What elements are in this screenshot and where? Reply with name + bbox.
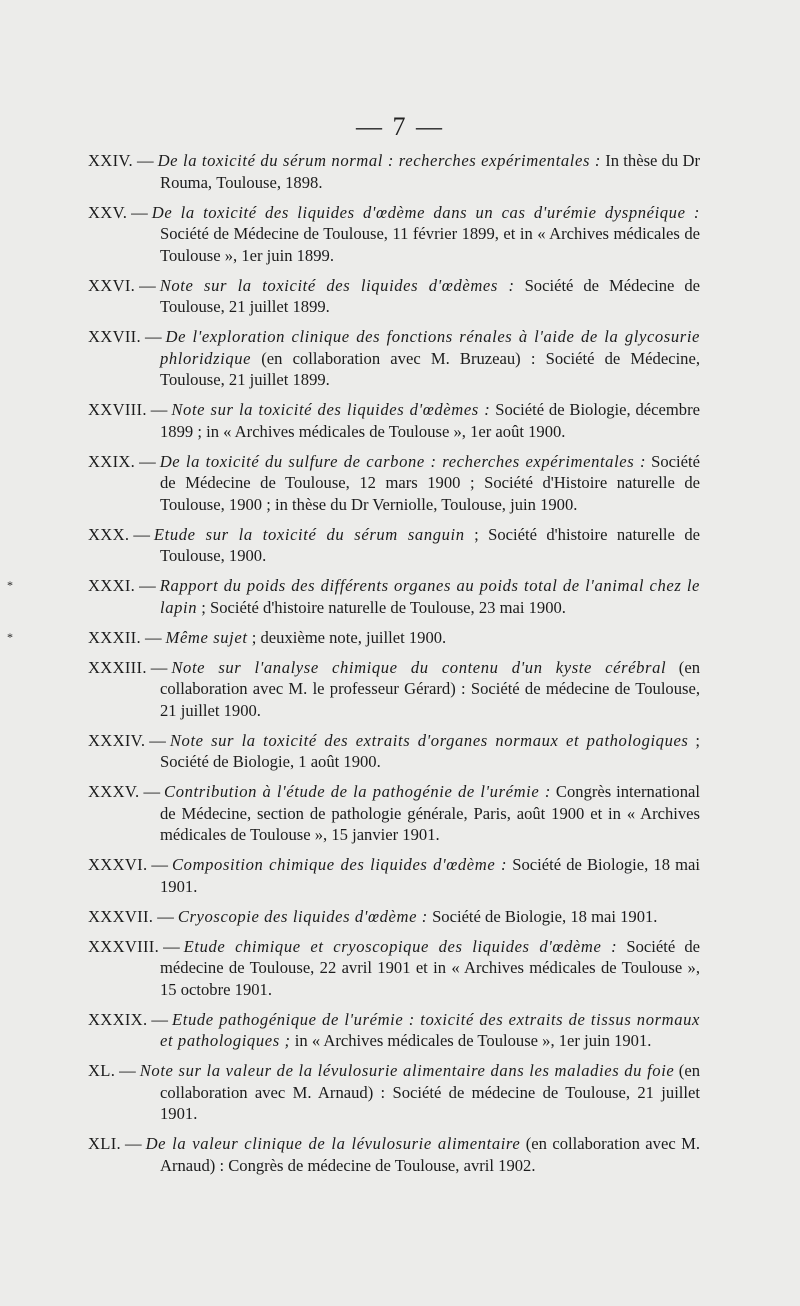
entry-number-wrap bbox=[88, 203, 127, 222]
bibliography-entry bbox=[7, 575, 700, 618]
bibliography-entry bbox=[88, 781, 700, 846]
entry-number-wrap bbox=[88, 151, 133, 170]
entry-title: De la toxicité du sérum normal : recherches expérimentales : bbox=[157, 151, 601, 170]
entry-dash: — bbox=[163, 936, 180, 956]
entry-dash: — bbox=[150, 657, 168, 677]
entry-dash: — bbox=[157, 906, 174, 926]
entry-number-wrap bbox=[88, 658, 147, 677]
entry-number: XL. bbox=[88, 1061, 116, 1080]
entry-title: Etude sur la toxicité du sérum sanguin bbox=[153, 524, 465, 544]
entry-number-wrap: * XXXI. bbox=[7, 576, 136, 595]
entry-details: Société de Biologie, 18 mai 1901. bbox=[160, 855, 700, 896]
entry-title: Note sur la toxicité des extraits d'organes normaux et pathologiques bbox=[169, 730, 689, 750]
bibliography-entry bbox=[88, 936, 700, 1001]
entry-dash: — bbox=[151, 855, 169, 874]
entry-title: Même sujet bbox=[165, 627, 248, 647]
bibliography-entry bbox=[88, 150, 700, 193]
bibliography-entry bbox=[88, 275, 700, 318]
entry-number-wrap: * XXXII. bbox=[7, 627, 141, 647]
entry-number: XXXI. bbox=[88, 576, 136, 595]
entry-dash: — bbox=[143, 782, 161, 801]
entry-title: Rapport du poids des différents organes au poids total de l'animal chez le lapin bbox=[159, 576, 700, 617]
entry-number-wrap bbox=[88, 1061, 115, 1080]
bibliography-entry bbox=[88, 326, 700, 391]
entry-number: XXVI. bbox=[88, 275, 136, 295]
entry-number-wrap bbox=[88, 400, 147, 419]
entry-details: Congrès international de Médecine, section de pathologie générale, Paris, août 1900 et in « Archives médicales de Toulouse », 15 janvier 1901. bbox=[160, 782, 700, 844]
entry-number-wrap bbox=[88, 855, 147, 874]
bibliography-list bbox=[7, 150, 701, 1185]
entry-title: De la toxicité des liquides d'œdème dans un cas d'urémie dyspnéique : bbox=[151, 202, 700, 222]
bibliography-entry bbox=[88, 657, 700, 722]
entry-details: ; Société de Biologie, 1 août 1900. bbox=[160, 730, 700, 771]
entry-details: Société de Biologie, 18 mai 1901. bbox=[427, 906, 658, 926]
entry-details: Société de Médecine de Toulouse, 21 juillet 1899. bbox=[160, 275, 700, 316]
entry-number: XXV. bbox=[88, 202, 128, 222]
entry-dash: — bbox=[139, 275, 156, 295]
page-number: — 7 — bbox=[356, 112, 444, 141]
bibliography-entry bbox=[88, 1009, 700, 1052]
entry-number: XXXV. bbox=[88, 782, 140, 801]
entry-dash: — bbox=[133, 524, 150, 544]
entry-details: (en collaboration avec M. Arnaud) : Congrès de médecine de Toulouse, avril 1902. bbox=[160, 1134, 701, 1175]
bibliography-entry bbox=[88, 854, 700, 897]
bibliography-entry bbox=[88, 451, 700, 516]
entry-number-wrap bbox=[88, 1134, 121, 1153]
entry-number-wrap bbox=[88, 937, 159, 956]
entry-number: XLI. bbox=[88, 1134, 121, 1153]
entry-title: Note sur la toxicité des liquides d'œdèmes : bbox=[171, 400, 491, 419]
entry-details: ; Société d'histoire naturelle de Toulouse, 23 mai 1900. bbox=[197, 597, 566, 617]
entry-title: De la toxicité du sulfure de carbone : recherches expérimentales : bbox=[159, 451, 647, 471]
bibliography-entry bbox=[88, 906, 700, 928]
entry-number: XXXVII. bbox=[88, 906, 154, 926]
entry-dash: — bbox=[150, 400, 168, 419]
entry-dash: — bbox=[119, 1061, 136, 1080]
entry-details: Société de Médecine de Toulouse, 11 février 1899, et in « Archives médicales de Toulouse », 1er juin 1899. bbox=[160, 224, 700, 265]
entry-details: in « Archives médicales de Toulouse », 1er juin 1901. bbox=[290, 1031, 652, 1050]
entry-number: XXXIX. bbox=[88, 1009, 148, 1029]
bibliography-entry bbox=[88, 202, 700, 267]
entry-details: Société de médecine de Toulouse, 22 avril 1901 et in « Archives médicales de Toulouse », 15 octobre 1901. bbox=[160, 936, 700, 999]
entry-title: De l'exploration clinique des fonctions rénales à l'aide de la glycosurie phloridzique bbox=[160, 327, 700, 368]
entry-number-wrap bbox=[88, 1010, 147, 1029]
entry-details: (en collaboration avec M. Arnaud) : Société de médecine de Toulouse, 21 juillet 1901. bbox=[160, 1061, 700, 1123]
entry-details: ; deuxième note, juillet 1900. bbox=[247, 627, 447, 647]
entry-details: In thèse du Dr Roumа, Toulouse, 1898. bbox=[160, 151, 700, 192]
entry-number: XXX. bbox=[88, 524, 130, 544]
entry-number: XXXVIII. bbox=[88, 936, 160, 956]
entry-dash: — bbox=[149, 730, 166, 750]
entry-title: De la valeur clinique de la lévulosurie alimentaire bbox=[145, 1134, 521, 1153]
entry-number-wrap bbox=[88, 327, 141, 346]
entry-number: XXXIV. bbox=[88, 730, 146, 750]
entry-number: XXXIII. bbox=[88, 657, 147, 677]
entry-number-wrap bbox=[88, 907, 153, 926]
entry-number-wrap bbox=[88, 525, 129, 544]
entry-number: XXVII. bbox=[88, 327, 141, 346]
entry-title: Note sur la valeur de la lévulosurie alimentaire dans les maladies du foie bbox=[139, 1061, 675, 1080]
entry-number-wrap bbox=[88, 782, 139, 801]
entry-number: XXVIII. bbox=[88, 400, 147, 419]
entry-dash: — bbox=[139, 451, 156, 471]
entry-title: Contribution à l'étude de la pathogénie de l'urémie : bbox=[164, 782, 551, 801]
entry-details: (en collaboration avec M. Bruzeau) : Société de Médecine, Toulouse, 21 juillet 1899. bbox=[160, 348, 700, 389]
entry-dash: — bbox=[131, 202, 148, 222]
bibliography-entry bbox=[7, 627, 700, 649]
bibliography-entry bbox=[88, 399, 700, 442]
entry-title: Note sur l'analyse chimique du contenu d'un kyste cérébral bbox=[171, 657, 667, 677]
bibliography-entry bbox=[88, 730, 700, 773]
entry-number: XXIV. bbox=[88, 151, 133, 170]
entry-title: Note sur la toxicité des liquides d'œdèmes : bbox=[159, 275, 515, 295]
entry-number-wrap bbox=[88, 731, 145, 750]
entry-title: Etude chimique et cryoscopique des liquides d'œdème : bbox=[183, 936, 618, 956]
entry-dash: — bbox=[151, 1009, 169, 1029]
entry-details: (en collaboration avec M. le professeur Gérard) : Société de médecine de Toulouse, 21 juillet 1900. bbox=[160, 657, 700, 720]
entry-details: ; Société d'histoire naturelle de Toulouse, 1900. bbox=[160, 524, 700, 565]
entry-number: XXIX. bbox=[88, 451, 136, 471]
entry-number-wrap bbox=[88, 276, 135, 295]
entry-number: XXXII. bbox=[88, 627, 141, 647]
bibliography-entry bbox=[88, 1060, 700, 1125]
entry-dash: — bbox=[144, 627, 162, 647]
entry-dash: — bbox=[125, 1134, 142, 1153]
entry-title: Cryoscopie des liquides d'œdème : bbox=[177, 906, 428, 926]
entry-number-wrap bbox=[88, 452, 135, 471]
entry-title: Composition chimique des liquides d'œdème : bbox=[172, 855, 508, 874]
entry-title: Etude pathogénique de l'urémie : toxicité des extraits de tissus normaux et pathologiques ; bbox=[160, 1009, 700, 1050]
entry-dash: — bbox=[137, 151, 154, 170]
entry-dash: — bbox=[139, 576, 156, 595]
entry-details: Société de Biologie, décembre 1899 ; in « Archives médicales de Toulouse », 1er août 1900. bbox=[160, 400, 700, 441]
bibliography-entry bbox=[88, 1133, 700, 1176]
entry-number: XXXVI. bbox=[88, 855, 148, 874]
entry-details: Société de Médecine de Toulouse, 12 mars 1900 ; Société d'Histoire naturelle de Toulouse, 1900 ; in thèse du Dr Verniolle, Toulouse, juin 1900. bbox=[160, 451, 700, 514]
entry-dash: — bbox=[144, 327, 162, 346]
bibliography-entry bbox=[88, 524, 700, 567]
